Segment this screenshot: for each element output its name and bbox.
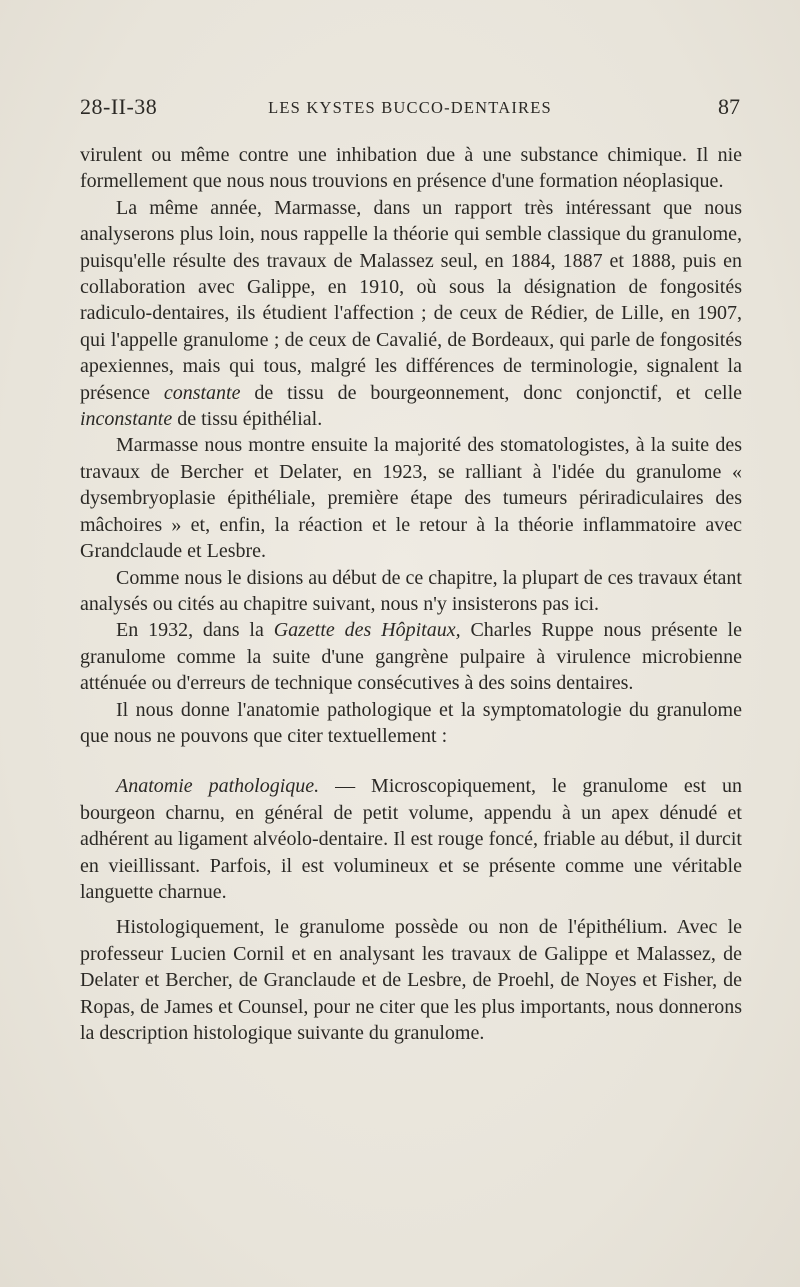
emphasis-gazette: Gazette des Hôpitaux, xyxy=(273,619,461,642)
paragraph-6: Il nous donne l'anatomie pathologique et la symptomatologie du granulome que nous ne pouvons que citer textuellement : xyxy=(80,698,742,747)
paragraph-8: Histologiquement, le granulome possède ou non de l'épithélium. Avec le professeur Lucien Cornil et en analysant les travaux de Galippe et Malassez, de Delater et Bercher, de Granclaude et de Lesbre, de Proehl, de Noyes et Fisher, de Ropas, de James et Counsel, pour ne citer que les plus importants, nous donnerons la description histologique suivante du granulome. xyxy=(80,916,742,1044)
paragraph-4: Comme nous le disions au début de ce chapitre, la plupart de ces travaux étant analysés ou cités au chapitre suivant, nous n'y insisterons pas ici. xyxy=(80,566,742,615)
page-number: 87 xyxy=(718,94,740,119)
header-date: 28-II-38 xyxy=(80,94,158,119)
emphasis-constante: constante xyxy=(163,381,241,404)
running-title: LES KYSTES BUCCO-DENTAIRES xyxy=(268,98,552,117)
paragraph-7-anatomie: Anatomie pathologique. — Microscopiquement, le granulome est un bourgeon charnu, en général de petit volume, appendu à un apex dénudé et adhérent au ligament alvéolo-dentaire. Il est rouge foncé, friable au début, il durcit en vieillissant. Parfois, il est volumineux et se présente comme une véritable languette charnue. xyxy=(80,775,743,903)
paragraph-1: virulent ou même contre une inhibation due à une substance chimique. Il nie formellement que nous nous trouvions en présence d'une formation néoplasique. xyxy=(80,144,742,193)
paragraph-3: Marmasse nous montre ensuite la majorité des stomatologistes, à la suite des travaux de Bercher et Delater, en 1923, se ralliant à l'idée du granulome « dysembryoplasie épithéliale, première étape des tumeurs périradiculaires des mâchoires » et, enfin, la réaction et le retour à la théorie inflammatoire avec Grandclaude et Lesbre. xyxy=(80,434,742,563)
page-header xyxy=(80,94,740,122)
paragraph-2: La même année, Marmasse, dans un rapport très intéressant que nous analyserons plus loin, nous rappelle la théorie qui semble classique du granulome, puisqu'elle résulte des travaux de Malassez seul, en 1884, 1887 et 1888, puis en collaboration avec Galippe, en 1910, où sous la désignation de fongosités radiculo-dentaires, ils étudient l'affection ; de ceux de Rédier, de Lille, en 1907, qui l'appelle granulome ; de ceux de Cavalié, de Bordeaux, qui parle de fongosités apexiennes, mais qui tous, malgré les différences de terminologie, signalent la présence constante de tissu de bourgeonnement, donc conjonctif, et celle inconstante de tissu épithélial. xyxy=(80,196,743,431)
paragraph-5: En 1932, dans la Gazette des Hôpitaux, Charles Ruppe nous présente le granulome comme la suite d'une gangrène pulpaire à virulence microbienne atténuée ou d'erreurs de technique consécutives à des soins dentaires. xyxy=(80,619,742,695)
body-text xyxy=(80,142,742,1046)
section-heading-anatomie: Anatomie pathologique. xyxy=(116,775,320,798)
emphasis-inconstante: inconstante xyxy=(80,408,173,431)
